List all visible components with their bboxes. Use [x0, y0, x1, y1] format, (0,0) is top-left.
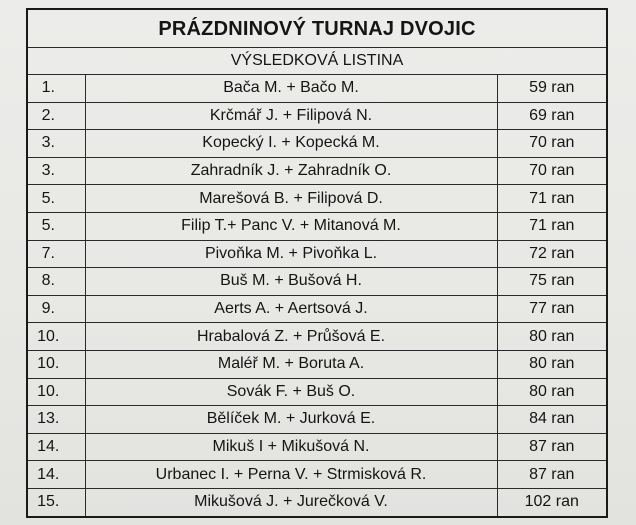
- shots-cell: 59 ran: [497, 75, 607, 103]
- table-row: [27, 240, 607, 268]
- pair-names-cell: Mikušová J. + Jurečková V.: [85, 488, 497, 516]
- shots-cell: 70 ran: [497, 130, 607, 158]
- shots-cell: 72 ran: [497, 240, 607, 268]
- shots-cell: 80 ran: [497, 323, 607, 351]
- rank-cell: 3.: [27, 130, 85, 158]
- shots-cell: 87 ran: [497, 461, 607, 489]
- pair-names-cell: Krčmář J. + Filipová N.: [85, 102, 497, 130]
- table-row: [27, 212, 607, 240]
- table-row: [27, 461, 607, 489]
- shots-cell: 70 ran: [497, 157, 607, 185]
- results-subtitle: VÝSLEDKOVÁ LISTINA: [27, 48, 607, 75]
- shots-cell: 102 ran: [497, 488, 607, 516]
- table-row: [27, 102, 607, 130]
- table-row: [27, 323, 607, 351]
- rank-cell: 10.: [27, 350, 85, 378]
- rank-cell: 5.: [27, 212, 85, 240]
- pair-names-cell: Zahradník J. + Zahradník O.: [85, 157, 497, 185]
- pair-names-cell: Marešová B. + Filipová D.: [85, 185, 497, 213]
- table-row: [27, 488, 607, 516]
- rank-cell: 15.: [27, 488, 85, 516]
- pair-names-cell: Maléř M. + Boruta A.: [85, 350, 497, 378]
- pair-names-cell: Pivoňka M. + Pivoňka L.: [85, 240, 497, 268]
- pair-names-cell: Buš M. + Bušová H.: [85, 268, 497, 296]
- rank-cell: 5.: [27, 185, 85, 213]
- table-row: [27, 295, 607, 323]
- table-row: [27, 130, 607, 158]
- table-row: [27, 433, 607, 461]
- table-row: [27, 75, 607, 103]
- rank-cell: 9.: [27, 295, 85, 323]
- title-row: [27, 9, 607, 48]
- pair-names-cell: Filip T.+ Panc V. + Mitanová M.: [85, 212, 497, 240]
- rank-cell: 7.: [27, 240, 85, 268]
- subtitle-row: [27, 48, 607, 75]
- pair-names-cell: Bača M. + Bačo M.: [85, 75, 497, 103]
- shots-cell: 71 ran: [497, 212, 607, 240]
- rank-cell: 14.: [27, 433, 85, 461]
- rank-cell: 8.: [27, 268, 85, 296]
- shots-cell: 80 ran: [497, 350, 607, 378]
- pair-names-cell: Mikuš I + Mikušová N.: [85, 433, 497, 461]
- table-row: [27, 406, 607, 434]
- results-table: [26, 8, 608, 518]
- shots-cell: 84 ran: [497, 406, 607, 434]
- shots-cell: 80 ran: [497, 378, 607, 406]
- table-row: [27, 378, 607, 406]
- shots-cell: 71 ran: [497, 185, 607, 213]
- table-row: [27, 185, 607, 213]
- rank-cell: 1.: [27, 75, 85, 103]
- tournament-title: PRÁZDNINOVÝ TURNAJ DVOJIC: [27, 9, 607, 48]
- pair-names-cell: Kopecký I. + Kopecká M.: [85, 130, 497, 158]
- pair-names-cell: Aerts A. + Aertsová J.: [85, 295, 497, 323]
- shots-cell: 77 ran: [497, 295, 607, 323]
- table-row: [27, 268, 607, 296]
- pair-names-cell: Bělíček M. + Jurková E.: [85, 406, 497, 434]
- pair-names-cell: Sovák F. + Buš O.: [85, 378, 497, 406]
- rank-cell: 2.: [27, 102, 85, 130]
- rank-cell: 10.: [27, 323, 85, 351]
- shots-cell: 69 ran: [497, 102, 607, 130]
- shots-cell: 75 ran: [497, 268, 607, 296]
- rank-cell: 3.: [27, 157, 85, 185]
- rank-cell: 10.: [27, 378, 85, 406]
- table-row: [27, 350, 607, 378]
- rank-cell: 14.: [27, 461, 85, 489]
- pair-names-cell: Urbanec I. + Perna V. + Strmisková R.: [85, 461, 497, 489]
- rank-cell: 13.: [27, 406, 85, 434]
- shots-cell: 87 ran: [497, 433, 607, 461]
- pair-names-cell: Hrabalová Z. + Průšová E.: [85, 323, 497, 351]
- table-row: [27, 157, 607, 185]
